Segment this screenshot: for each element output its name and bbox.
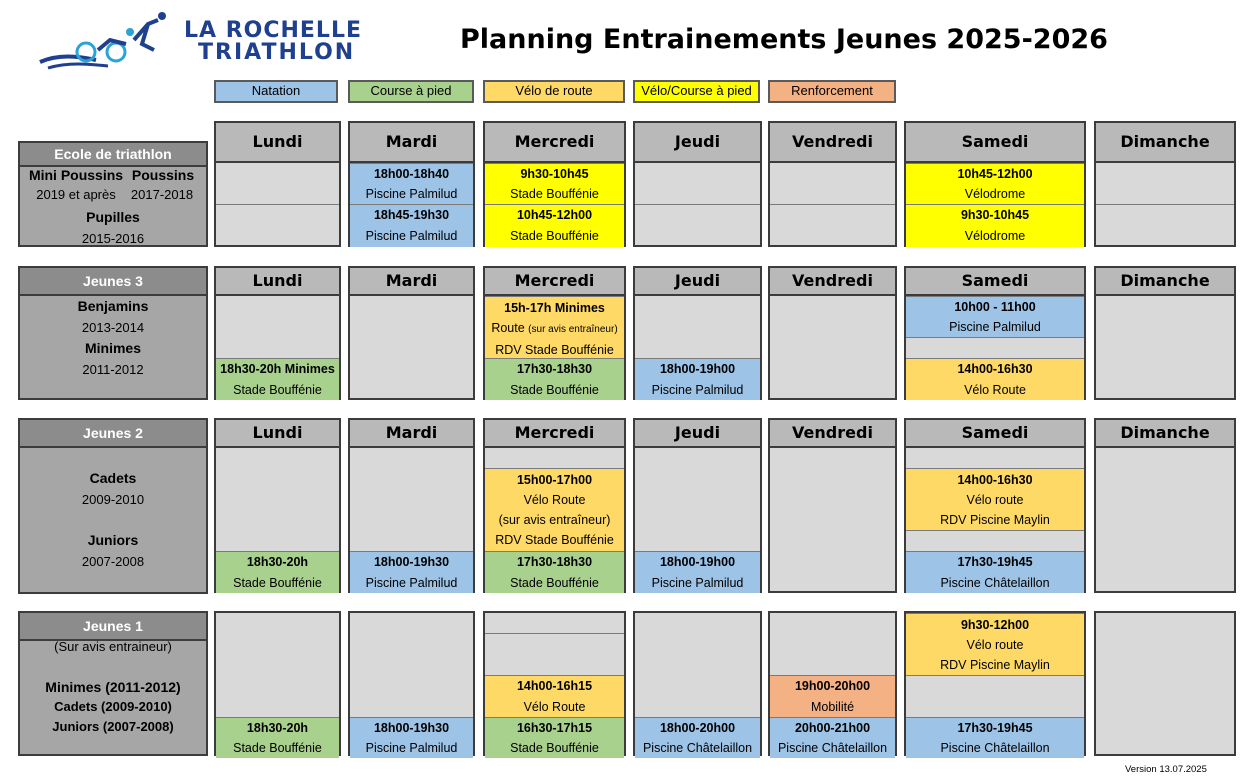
session-place: Vélodrome <box>964 229 1026 243</box>
session-place-2: RDV Piscine Maylin <box>940 658 1050 672</box>
logo-line-1: LA ROCHELLE <box>184 18 362 43</box>
legend-item-3: Vélo de route <box>483 80 625 103</box>
group-title: Ecole de triathlon <box>20 143 206 167</box>
session-place: Stade Bouffénie <box>510 383 599 397</box>
session-block[interactable] <box>906 468 1084 530</box>
session-time: 14h00-16h30 <box>957 473 1033 487</box>
group-line: Minimes (2011-2012) <box>45 679 181 695</box>
session-block[interactable] <box>485 468 624 551</box>
session-place: Piscine Palmilud <box>365 229 458 243</box>
session-time: 18h00-19h30 <box>373 721 450 735</box>
session-place: Piscine Palmilud <box>365 576 458 590</box>
session-block[interactable] <box>770 675 895 717</box>
session-block[interactable] <box>770 717 895 758</box>
day-header-lundi: Lundi <box>214 121 341 163</box>
day-cell-samedi <box>904 163 1086 247</box>
day-header-jeudi: Jeudi <box>633 266 762 296</box>
group-line: Minimes <box>84 340 141 356</box>
day-header-lundi: Lundi <box>214 418 341 448</box>
session-block[interactable] <box>216 358 339 400</box>
day-header-vendredi: Vendredi <box>768 266 897 296</box>
day-cell-mercredi <box>483 296 626 400</box>
session-block[interactable] <box>485 675 624 717</box>
session-place: Piscine Palmilud <box>651 576 744 590</box>
session-block[interactable] <box>906 717 1084 758</box>
cell-divider <box>485 633 624 634</box>
session-block[interactable] <box>485 717 624 758</box>
day-cell-mardi <box>348 611 475 756</box>
session-time: 20h00-21h00 <box>794 721 871 735</box>
cell-divider <box>635 204 760 205</box>
day-header-jeudi: Jeudi <box>633 418 762 448</box>
session-time: 18h00-19h30 <box>373 555 450 569</box>
group-line: 2011-2012 <box>82 362 144 377</box>
day-cell-dimanche <box>1094 448 1236 593</box>
session-place: Vélo Route <box>964 383 1026 397</box>
group-title: Jeunes 1 <box>20 613 206 641</box>
day-cell-jeudi <box>633 296 762 400</box>
legend-item-4: Vélo/Course à pied <box>633 80 760 103</box>
session-place: Vélo route <box>966 493 1024 507</box>
session-block[interactable] <box>635 717 760 758</box>
cell-divider <box>216 204 339 205</box>
day-cell-lundi <box>214 611 341 756</box>
session-time: 18h30-20h Minimes <box>220 362 335 376</box>
session-block[interactable] <box>906 296 1084 337</box>
group-title: Jeunes 3 <box>20 268 206 296</box>
session-place: Piscine Palmilud <box>365 187 458 201</box>
session-place: Stade Bouffénie <box>233 576 322 590</box>
day-header-samedi: Samedi <box>904 121 1086 163</box>
session-place: Stade Bouffénie <box>510 741 599 755</box>
session-block[interactable] <box>350 163 473 204</box>
session-place-2: RDV Piscine Maylin <box>940 513 1050 527</box>
day-header-samedi: Samedi <box>904 418 1086 448</box>
day-cell-mercredi <box>483 611 626 756</box>
day-cell-vendredi <box>768 163 897 247</box>
day-cell-mercredi <box>483 163 626 247</box>
group-line: Cadets (2009-2010) <box>54 699 172 714</box>
group-line: Mini Poussins <box>28 167 124 183</box>
session-time: 18h30-20h <box>246 721 309 735</box>
session-block[interactable] <box>350 717 473 758</box>
session-time: 18h00-19h00 <box>659 555 736 569</box>
club-logo <box>38 10 378 72</box>
day-cell-lundi <box>214 296 341 400</box>
cell-divider <box>906 675 1084 676</box>
session-block[interactable] <box>906 358 1084 400</box>
group-line: 2015-2016 <box>81 231 145 246</box>
cell-divider <box>1096 204 1234 205</box>
group-line: (Sur avis entraineur) <box>54 639 172 654</box>
legend-item-5: Renforcement <box>768 80 896 103</box>
session-place: Piscine Châtelaillon <box>940 576 1050 590</box>
session-place-2: RDV Stade Bouffénie <box>495 343 614 357</box>
day-cell-dimanche <box>1094 296 1236 400</box>
day-header-dimanche: Dimanche <box>1094 266 1236 296</box>
session-block[interactable] <box>906 163 1084 204</box>
session-time: 17h30-18h30 <box>516 362 593 376</box>
triathlete-logo-icon <box>38 10 188 72</box>
group-line: Benjamins <box>77 298 149 314</box>
session-place: Vélodrome <box>964 187 1026 201</box>
group-line: 2009-2010 <box>81 492 145 507</box>
session-place: Stade Bouffénie <box>233 383 322 397</box>
session-time: 14h00-16h30 <box>957 362 1033 376</box>
day-cell-lundi <box>214 448 341 593</box>
session-time: 10h45-12h00 <box>516 208 593 222</box>
session-block[interactable] <box>350 551 473 593</box>
day-header-jeudi: Jeudi <box>633 121 762 163</box>
group-line: Juniors <box>87 532 139 548</box>
legend-item-1: Natation <box>214 80 338 103</box>
session-place: Vélo route <box>966 638 1024 652</box>
group-panel-4 <box>18 611 208 756</box>
session-block[interactable] <box>635 358 760 400</box>
session-place: Stade Bouffénie <box>510 229 599 243</box>
session-place: Piscine Châtelaillon <box>777 741 888 755</box>
day-cell-jeudi <box>633 611 762 756</box>
day-header-dimanche: Dimanche <box>1094 418 1236 448</box>
group-line: 2019 et après <box>36 187 116 202</box>
day-cell-mercredi <box>483 448 626 593</box>
day-cell-samedi <box>904 296 1086 400</box>
day-header-mercredi: Mercredi <box>483 418 626 448</box>
session-place: Route (sur avis entraîneur) <box>491 321 618 335</box>
session-time: 15h-17h Minimes <box>504 301 605 315</box>
session-time: 15h00-17h00 <box>516 473 593 487</box>
session-block[interactable] <box>485 358 624 400</box>
group-panel-1 <box>18 141 208 247</box>
legend-item-2: Course à pied <box>348 80 474 103</box>
group-line: Pupilles <box>86 209 140 225</box>
day-header-mercredi: Mercredi <box>483 121 626 163</box>
session-time: 17h30-18h30 <box>516 555 593 569</box>
page-title: Planning Entrainements Jeunes 2025-2026 <box>460 24 1108 55</box>
session-time: 18h30-20h <box>246 555 309 569</box>
session-block[interactable] <box>485 296 624 358</box>
session-block[interactable] <box>635 551 760 593</box>
session-block[interactable] <box>350 204 473 247</box>
cell-divider <box>770 204 895 205</box>
cell-divider <box>906 530 1084 531</box>
day-header-lundi: Lundi <box>214 266 341 296</box>
session-block[interactable] <box>485 204 624 247</box>
day-cell-vendredi <box>768 296 897 400</box>
day-cell-mardi <box>348 163 475 247</box>
session-place: Stade Bouffénie <box>233 741 322 755</box>
session-place: Piscine Palmilud <box>651 383 744 397</box>
version-label: Version 13.07.2025 <box>1125 764 1207 775</box>
day-header-mercredi: Mercredi <box>483 266 626 296</box>
session-place: Piscine Châtelaillon <box>940 741 1050 755</box>
session-place: Vélo Route <box>523 700 586 714</box>
session-block[interactable] <box>216 551 339 593</box>
session-place-2: RDV Stade Bouffénie <box>495 533 614 547</box>
session-place: Mobilité <box>810 700 855 714</box>
day-header-mardi: Mardi <box>348 121 475 163</box>
session-place: Piscine Palmilud <box>365 741 458 755</box>
group-panel-2 <box>18 266 208 400</box>
day-header-vendredi: Vendredi <box>768 121 897 163</box>
group-line: 2017-2018 <box>130 187 194 202</box>
day-header-vendredi: Vendredi <box>768 418 897 448</box>
session-block[interactable] <box>906 204 1084 247</box>
day-cell-samedi <box>904 611 1086 756</box>
session-note: (sur avis entraîneur) <box>498 513 611 527</box>
group-line: Juniors (2007-2008) <box>52 719 174 734</box>
cell-divider <box>906 337 1084 338</box>
session-block[interactable] <box>906 551 1084 593</box>
session-time: 19h00-20h00 <box>794 679 871 693</box>
session-block[interactable] <box>216 717 339 758</box>
day-header-dimanche: Dimanche <box>1094 121 1236 163</box>
logo-line-2: TRIATHLON <box>198 40 356 65</box>
day-header-mardi: Mardi <box>348 266 475 296</box>
day-cell-dimanche <box>1094 163 1236 247</box>
group-line: 2007-2008 <box>81 554 145 569</box>
session-block[interactable] <box>485 163 624 204</box>
day-cell-vendredi <box>768 611 897 756</box>
day-cell-dimanche <box>1094 611 1236 756</box>
session-note: (sur avis entraîneur) <box>528 324 618 335</box>
session-block[interactable] <box>485 551 624 593</box>
session-place: Stade Bouffénie <box>510 187 599 201</box>
session-time: 16h30-17h15 <box>516 721 593 735</box>
day-cell-jeudi <box>633 448 762 593</box>
group-panel-3 <box>18 418 208 594</box>
day-header-samedi: Samedi <box>904 266 1086 296</box>
session-time: 17h30-19h45 <box>957 721 1033 735</box>
session-place: Vélo Route <box>523 493 586 507</box>
day-cell-samedi <box>904 448 1086 593</box>
group-title: Jeunes 2 <box>20 420 206 448</box>
day-cell-vendredi <box>768 448 897 593</box>
group-line: Poussins <box>131 167 195 183</box>
day-cell-mardi <box>348 448 475 593</box>
group-line: Cadets <box>89 470 137 486</box>
session-block[interactable] <box>906 613 1084 675</box>
session-time: 18h00-20h00 <box>659 721 736 735</box>
session-time: 10h00 - 11h00 <box>954 300 1036 314</box>
session-time: 9h30-10h45 <box>520 167 589 181</box>
session-place: Piscine Palmilud <box>949 320 1041 334</box>
session-time: 9h30-10h45 <box>960 208 1030 222</box>
day-cell-lundi <box>214 163 341 247</box>
session-time: 18h00-18h40 <box>373 167 450 181</box>
session-time: 14h00-16h15 <box>516 679 593 693</box>
day-cell-jeudi <box>633 163 762 247</box>
session-place: Stade Bouffénie <box>510 576 599 590</box>
day-header-mardi: Mardi <box>348 418 475 448</box>
session-time: 17h30-19h45 <box>957 555 1033 569</box>
session-time: 18h00-19h00 <box>659 362 736 376</box>
session-time: 10h45-12h00 <box>957 167 1033 181</box>
session-time: 9h30-12h00 <box>960 618 1030 632</box>
session-time: 18h45-19h30 <box>373 208 450 222</box>
day-cell-mardi <box>348 296 475 400</box>
session-place: Piscine Châtelaillon <box>642 741 753 755</box>
group-line: 2013-2014 <box>81 320 145 335</box>
